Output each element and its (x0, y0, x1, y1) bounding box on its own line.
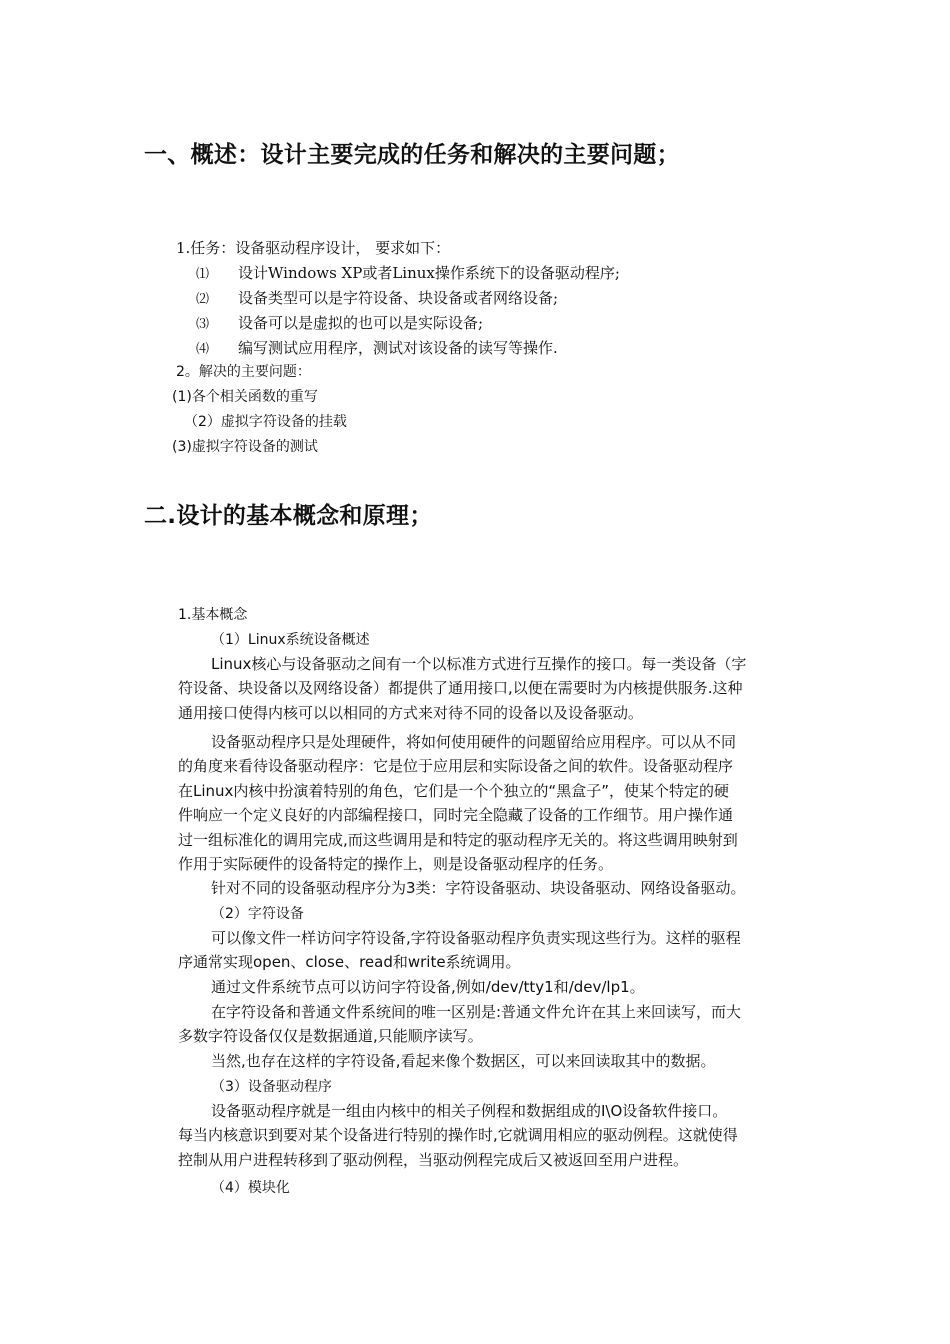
paragraph-line: 在Linux内核中扮演着特别的角色，它们是一个个独立的“黑盒子”，使某个特定的硬 (178, 781, 729, 800)
section1-heading: 一、概述：设计主要完成的任务和解决的主要问题； (144, 142, 680, 168)
paragraph-line: 在字符设备和普通文件系统间的唯一区别是:普通文件允许在其上来回读写，而大 (211, 1003, 742, 1021)
paragraph (178, 975, 806, 999)
requirement-text: 编写测试应用程序，测试对该设备的读写等操作. (238, 339, 558, 357)
paragraph-line: 通过文件系统节点可以访问字符设备,例如/dev/tty1和/dev/lp1。 (211, 978, 645, 996)
requirement-number: ⑶ (196, 317, 210, 332)
paragraph (178, 1049, 806, 1073)
paragraph (178, 1099, 806, 1172)
section2-heading: 二.设计的基本概念和原理； (144, 503, 433, 529)
requirement-text: 设备可以是虚拟的也可以是实际设备; (238, 314, 484, 332)
requirement-item (196, 263, 620, 285)
problem-item: (1)各个相关函数的重写 (172, 389, 318, 405)
paragraph-line: Linux核心与设备驱动之间有一个以标准方式进行互操作的接口。每一类设备（字 (211, 655, 747, 673)
paragraph-line: 多数字符设备仅仅是数据通道,只能顺序读写。 (178, 1027, 483, 1046)
paragraph-line: 针对不同的设备驱动程序分为3类：字符设备驱动、块设备驱动、网络设备驱动。 (211, 879, 746, 897)
paragraph (178, 926, 806, 975)
paragraph-line: 设备驱动程序只是处理硬件，将如何使用硬件的问题留给应用程序。可以从不同 (211, 733, 737, 751)
subsection-title: （3）设备驱动程序 (211, 1079, 332, 1095)
requirement-item (196, 338, 558, 360)
paragraph-line: 过一组标准化的调用完成,而这些调用是和特定的驱动程序无关的。将这些调用映射到 (178, 830, 738, 849)
paragraph-line: 控制从用户进程转移到了驱动例程，当驱动例程完成后又被返回至用户进程。 (178, 1150, 689, 1169)
task-title: 1.任务：设备驱动程序设计， 要求如下： (176, 239, 451, 257)
requirement-number: ⑴ (196, 267, 210, 282)
paragraph-line: 序通常实现open、close、read和write系统调用。 (178, 953, 521, 972)
basic-concept-title: 1.基本概念 (178, 607, 248, 623)
paragraph-line: 符设备、块设备以及网络设备）都提供了通用接口,以便在需要时为内核提供服务.这种 (178, 679, 743, 698)
paragraph (178, 730, 806, 876)
problem-item: (3)虚拟字符设备的测试 (172, 439, 318, 455)
subsection-title: （2）字符设备 (211, 906, 304, 922)
paragraph-line: 的角度来看待设备驱动程序：它是位于应用层和实际设备之间的软件。设备驱动程序 (178, 757, 734, 776)
paragraph (178, 652, 806, 725)
problem-item: （2）虚拟字符设备的挂载 (184, 414, 347, 430)
problems-title: 2。解决的主要问题： (176, 364, 311, 380)
requirement-item (196, 313, 483, 335)
requirement-number: ⑵ (196, 292, 210, 307)
paragraph-line: 件响应一个定义良好的内部编程接口，同时完全隐藏了设备的工作细节。用户操作通 (178, 806, 734, 825)
paragraph-line: 作用于实际硬件的设备特定的操作上，则是设备驱动程序的任务。 (178, 855, 614, 874)
subsection-title: （1）Linux系统设备概述 (211, 632, 370, 648)
requirement-number: ⑷ (196, 342, 210, 357)
paragraph-line: 当然,也存在这样的字符设备,看起来像个数据区，可以来回读取其中的数据。 (211, 1052, 716, 1070)
paragraph-line: 通用接口使得内核可以以相同的方式来对待不同的设备以及设备驱动。 (178, 703, 644, 722)
requirement-item (196, 288, 558, 310)
paragraph-line: 每当内核意识到要对某个设备进行特别的操作时,它就调用相应的驱动例程。这就使得 (178, 1126, 738, 1145)
paragraph-line: 可以像文件一样访问字符设备,字符设备驱动程序负责实现这些行为。这样的驱程 (211, 929, 741, 947)
paragraph-line: 设备驱动程序就是一组由内核中的相关子例程和数据组成的I\O设备软件接口。 (211, 1102, 728, 1120)
requirement-text: 设计Windows XP或者Linux操作系统下的设备驱动程序; (238, 264, 620, 282)
paragraph (178, 876, 806, 900)
paragraph (178, 1000, 806, 1049)
subsection-title: （4）模块化 (211, 1180, 290, 1196)
requirement-text: 设备类型可以是字符设备、块设备或者网络设备; (238, 289, 559, 307)
